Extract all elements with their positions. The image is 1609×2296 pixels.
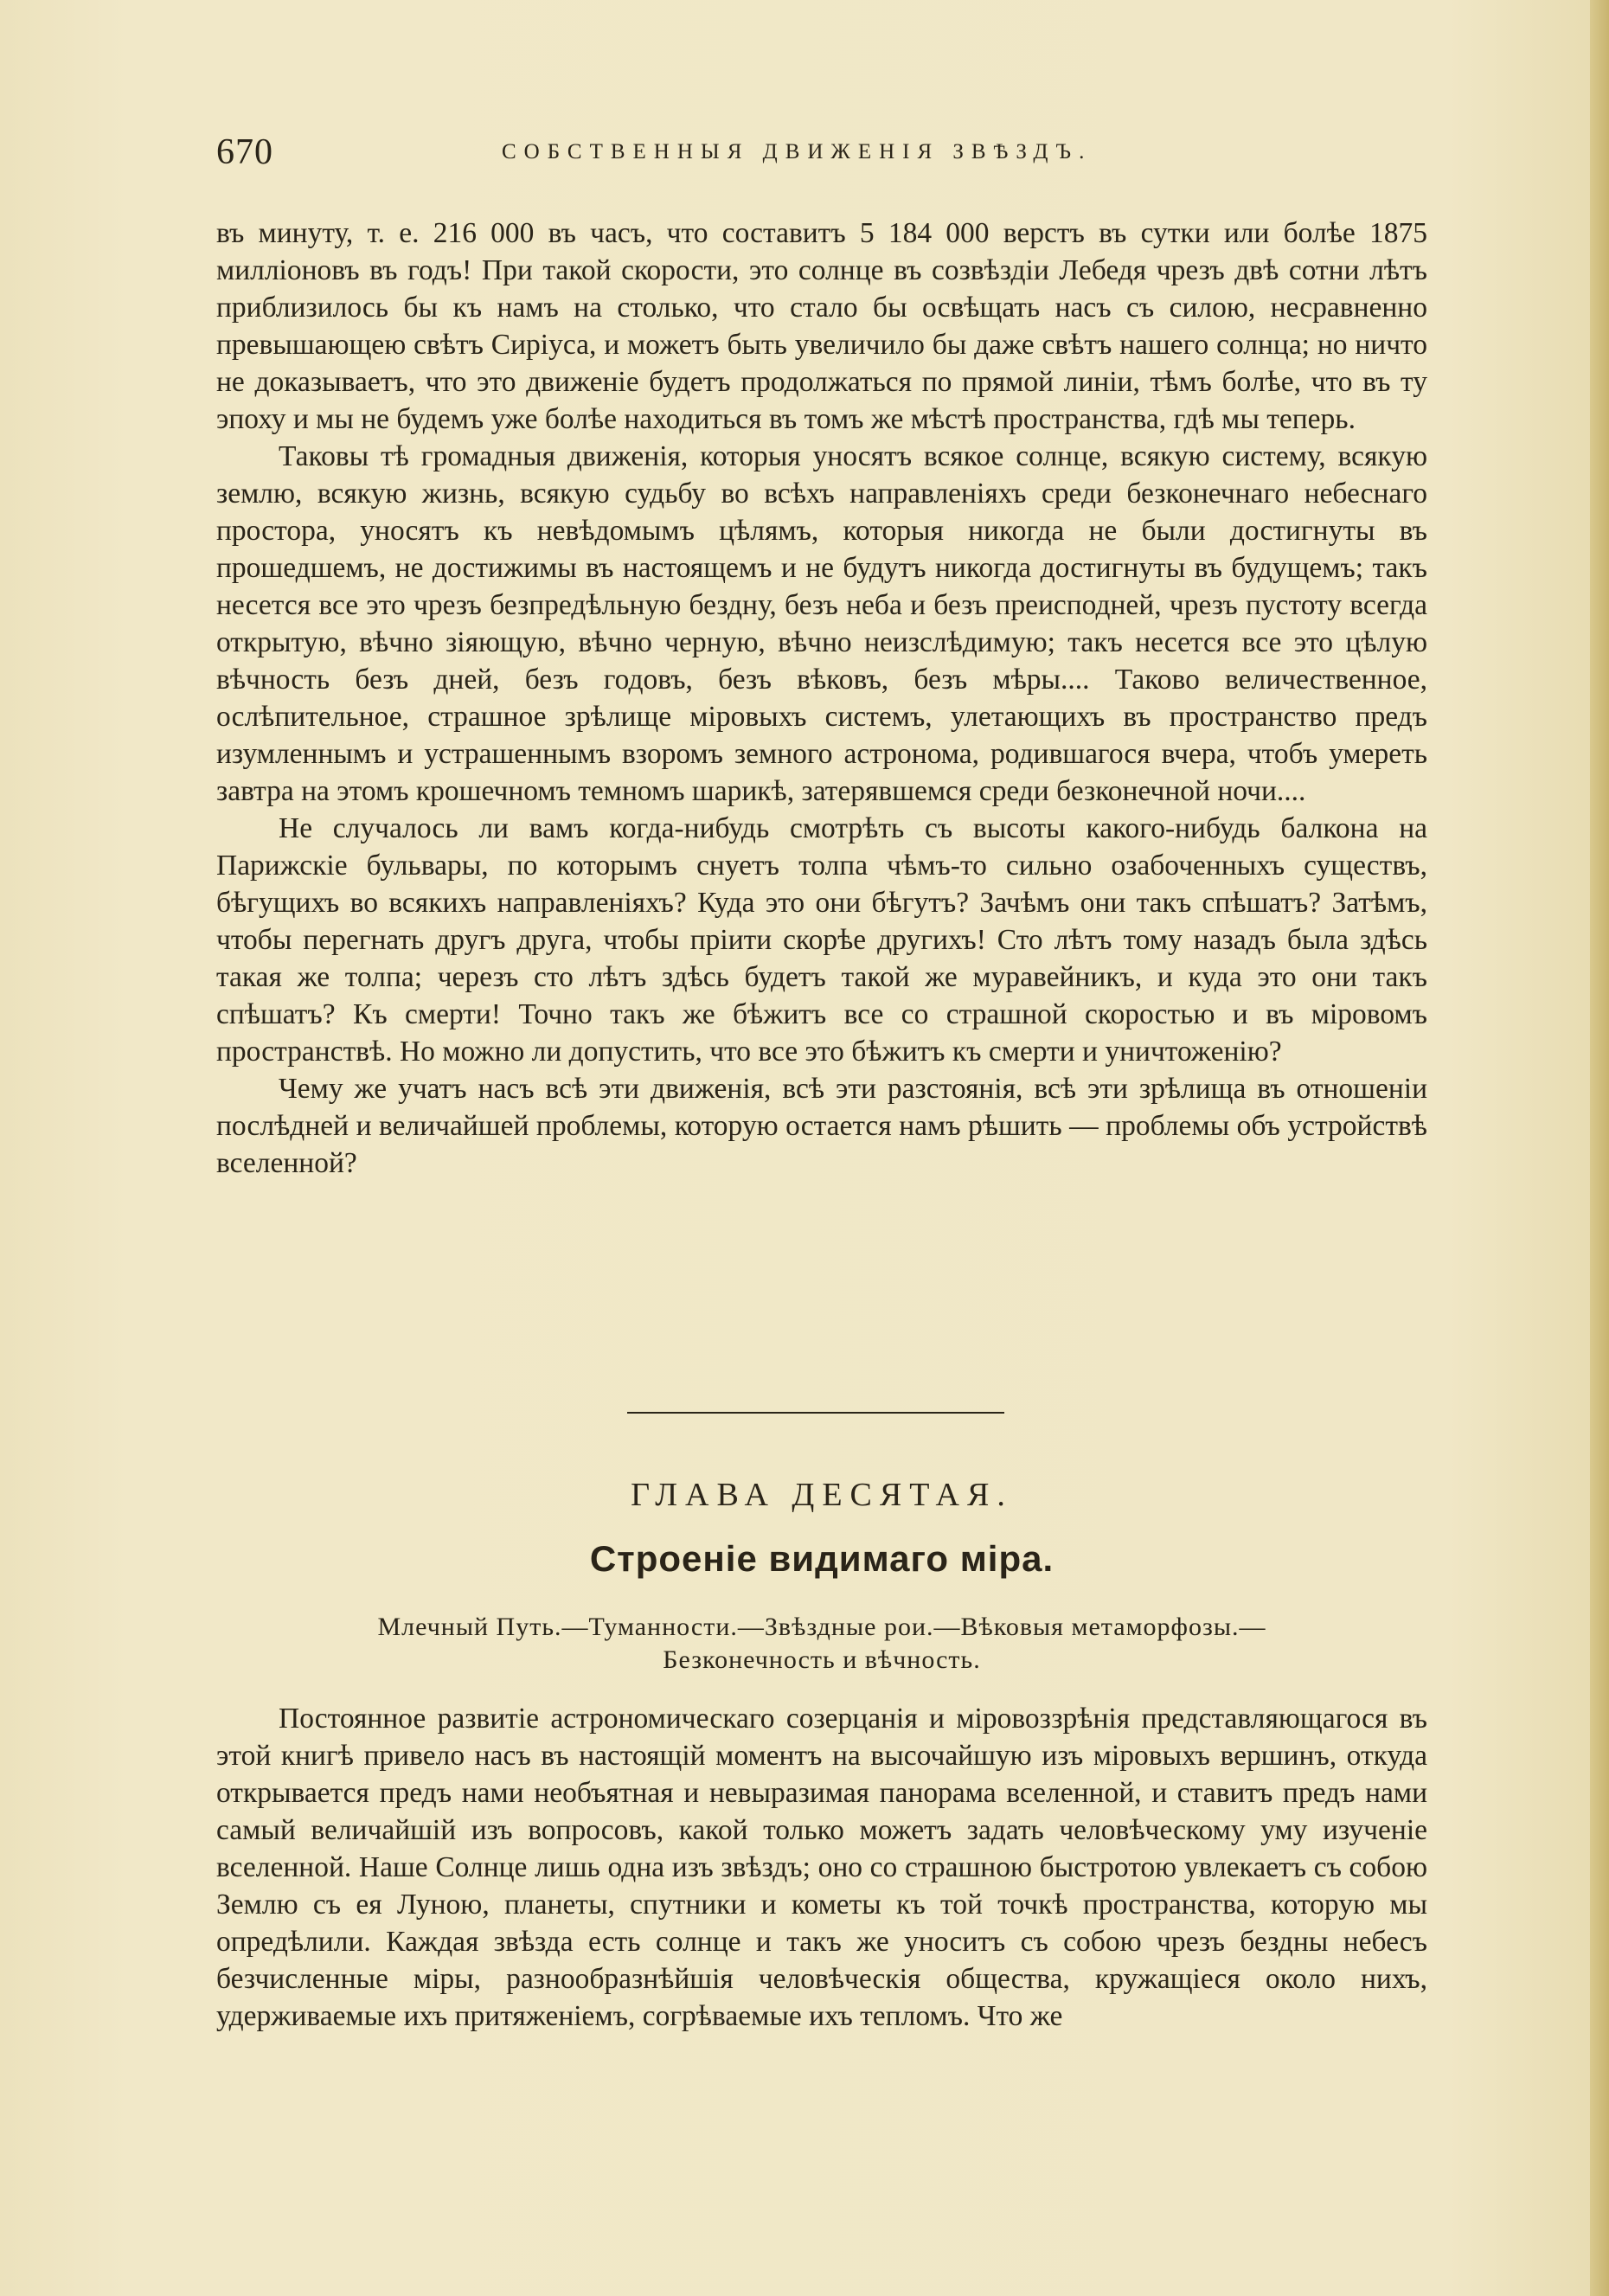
chapter-summary <box>251 1611 1393 1677</box>
chapter-summary-line: Млечный Путь.—Туманности.—Звѣздные рои.—Вѣковыя метаморфозы.— <box>377 1613 1266 1641</box>
section-body-1 <box>216 215 1427 1182</box>
running-title: СОБСТВЕННЫЯ ДВИЖЕНІЯ ЗВѢЗДЪ. <box>502 140 1093 164</box>
paragraph: Не случалось ли вамъ когда-нибудь смотрѣть съ высоты какого-нибудь балкона на Парижскіе бульвары, по которымъ снуетъ толпа чѣмъ-то сильно озабоченныхъ существъ, бѣгущихъ во всякихъ направленіяхъ? Куда это они бѣгутъ? Зачѣмъ они такъ спѣшатъ? Затѣмъ, чтобы перегнать другъ друга, чтобы пріити скорѣе другихъ! Сто лѣтъ тому назадъ была здѣсь такая же толпа; черезъ сто лѣтъ здѣсь будетъ такой же муравейникъ, и куда это они такъ спѣшатъ? Къ смерти! Точно такъ же бѣжитъ все со страшной скоростью и въ міровомъ пространствѣ. Но можно ли допустить, что все это бѣжитъ къ смерти и уничтоженію? <box>216 812 1427 1068</box>
section-divider <box>627 1412 1004 1414</box>
paragraph: Таковы тѣ громадныя движенія, которыя уносятъ всякое солнце, всякую систему, всякую землю, всякую жизнь, всякую судьбу во всѣхъ направленіяхъ среди безконечнаго небеснаго простора, уносятъ къ невѣдомымъ цѣлямъ, которыя никогда не были достигнуты въ прошедшемъ, не достижимы въ настоящемъ и не будутъ никогда достигнуты въ будущемъ; такъ несется все это чрезъ безпредѣльную бездну, безъ неба и безъ преисподней, чрезъ пустоту всегда открытую, вѣчно зіяющую, вѣчно черную, вѣчно неизслѣдимую; такъ несется все это цѣлую вѣчность безъ дней, безъ годовъ, безъ вѣковъ, безъ мѣры.... Таково величественное, ослѣпительное, страшное зрѣлище міровыхъ системъ, улетающихъ въ пространство предъ изумленнымъ и устрашеннымъ взоромъ земного астронома, родившагося вчера, чтобъ умереть завтра на этомъ крошечномъ темномъ шарикѣ, затерявшемся среди безконечной ночи.... <box>216 440 1427 807</box>
page-binding-edge <box>1590 0 1609 2296</box>
paragraph: Чему же учатъ насъ всѣ эти движенія, всѣ эти разстоянія, всѣ эти зрѣлища въ отношеніи послѣдней и величайшей проблемы, которую остается намъ рѣшить — проблемы объ устройствѣ вселенной? <box>216 1073 1427 1179</box>
paragraph-continued: въ минуту, т. е. 216 000 въ часъ, что составитъ 5 184 000 верстъ въ сутки или болѣе 1875 милліоновъ въ годъ! При такой скорости, это солнце въ созвѣздіи Лебедя чрезъ двѣ сотни лѣтъ приблизилось бы къ намъ на столько, что стало бы освѣщать насъ съ силою, несравненно превышающею свѣтъ Сиріуса, и можетъ быть увеличило бы даже свѣтъ нашего солнца; но ничто не доказываетъ, что это движеніе будетъ продолжаться по прямой линіи, тѣмъ болѣе, что въ ту эпоху и мы не будемъ уже болѣе находиться въ томъ же мѣстѣ пространства, гдѣ мы теперь. <box>216 217 1427 435</box>
page-number: 670 <box>216 132 273 172</box>
running-head <box>216 131 1427 175</box>
section-body-2 <box>216 1700 1427 2035</box>
chapter-summary-line: Безконечность и вѣчность. <box>663 1645 981 1674</box>
chapter-title: Строеніе видимаго міра. <box>589 1538 1055 1579</box>
paragraph: Постоянное развитіе астрономическаго созерцанія и міровоззрѣнія представляющагося въ этой книгѣ привело насъ въ настоящій моментъ на высочайшую изъ міровыхъ вершинъ, откуда открывается предъ нами необъятная и невыразимая панорама вселенной, и ставитъ предъ нами самый величайшій изъ вопросовъ, какой только можетъ задать человѣческому уму изученіе вселенной. Наше Солнце лишь одна изъ звѣздъ; оно со страшною быстротою увлекаетъ съ собою Землю съ ея Луною, планеты, спутники и кометы къ той точкѣ пространства, которую мы опредѣлили. Каждая звѣзда есть солнце и такъ же уноситъ съ собою чрезъ бездны небесъ безчисленные міры, разнообразнѣйшія человѣческія общества, кружащіеся около нихъ, удерживаемые ихъ притяженіемъ, согрѣваемые ихъ тепломъ. Что же <box>216 1703 1427 2032</box>
chapter-label: ГЛАВА ДЕСЯТАЯ. <box>631 1477 1013 1513</box>
